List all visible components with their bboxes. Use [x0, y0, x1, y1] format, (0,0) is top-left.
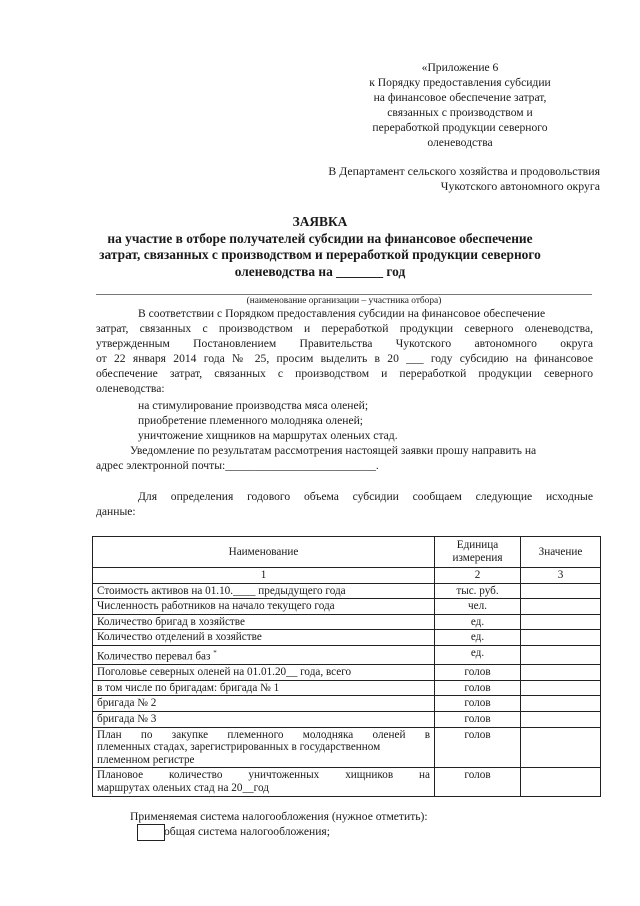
header-name: Наименование	[93, 537, 435, 568]
footnote-mark: *	[213, 648, 217, 657]
appendix-line: связанных с производством и	[387, 106, 533, 119]
row-name-line: маршрутах оленьих стад на 20__год	[97, 782, 269, 795]
document-title	[60, 214, 580, 280]
row-unit: ед.	[435, 614, 521, 630]
title-line: оленеводства на _______ год	[234, 263, 406, 279]
intro-line: В соответствии с Порядком предоставления субсидии на финансовое обеспечение	[138, 307, 546, 320]
row-name: Количество отделений в хозяйстве	[93, 630, 435, 646]
row-name: Поголовье северных оленей на 01.01.20__ года, всего	[93, 665, 435, 681]
table-row	[93, 768, 601, 796]
row-value-cell[interactable]	[521, 665, 601, 681]
row-unit: голов	[435, 680, 521, 696]
purpose-item: приобретение племенного молодняка оленей;	[138, 414, 364, 427]
row-name-line: племенном регистре	[97, 753, 195, 766]
purpose-item: на стимулирование производства мяса оленей;	[138, 399, 369, 412]
addressee-line: В Департамент сельского хозяйства и продовольствия	[328, 164, 600, 178]
table-row	[93, 614, 601, 630]
table-row	[93, 665, 601, 681]
column-number: 2	[435, 568, 521, 584]
intro-line: затрат, связанных с производством и переработкой продукции северного оленеводства,	[96, 322, 593, 335]
notification-email-line[interactable]: адрес электронной почты:__________________________.	[96, 459, 379, 472]
row-value-cell[interactable]	[521, 696, 601, 712]
row-unit: ед.	[435, 645, 521, 664]
table-row	[93, 630, 601, 646]
row-name-cell	[93, 645, 435, 664]
intro-line: обеспечение затрат, связанных с производством и переработкой продукции северного	[96, 367, 593, 380]
row-value-cell[interactable]	[521, 712, 601, 728]
column-number-row	[93, 568, 601, 584]
row-value-cell[interactable]	[521, 599, 601, 615]
appendix-line: «Приложение 6	[421, 61, 499, 74]
title-heading: ЗАЯВКА	[292, 214, 348, 229]
intro-line: оленеводства:	[96, 382, 165, 395]
table-row	[93, 583, 601, 599]
row-name: Стоимость активов на 01.10.____ предыдущего года	[93, 583, 435, 599]
header-value: Значение	[521, 537, 601, 568]
header-unit-line: Единица	[456, 539, 499, 552]
header-unit-line: измерения	[452, 552, 503, 564]
row-name-line: Плановое количество уничтоженных хищников на	[97, 769, 430, 782]
row-unit: тыс. руб.	[435, 583, 521, 599]
appendix-line: к Порядку предоставления субсидии	[369, 76, 551, 89]
intro-line: от 22 января 2014 года № 25, просим выделить в 20 ___ году субсидию на финансовое	[96, 352, 593, 365]
row-value-cell[interactable]	[521, 727, 601, 768]
row-name: в том числе по бригадам: бригада № 1	[93, 680, 435, 696]
row-name-multiline	[93, 727, 435, 768]
row-value-cell[interactable]	[521, 630, 601, 646]
table-row	[93, 712, 601, 728]
organization-caption: (наименование организации – участника отбора)	[246, 296, 442, 306]
row-unit: голов	[435, 712, 521, 728]
general-tax-checkbox[interactable]	[137, 824, 165, 841]
addressee-block	[290, 164, 600, 194]
column-number: 3	[521, 568, 601, 584]
row-unit: голов	[435, 665, 521, 681]
row-value-cell[interactable]	[521, 768, 601, 796]
row-name: бригада № 2	[93, 696, 435, 712]
purpose-item: уничтожение хищников на маршрутах оленьих стад.	[138, 429, 398, 442]
row-unit: голов	[435, 696, 521, 712]
row-name: бригада № 3	[93, 712, 435, 728]
table-row	[93, 645, 601, 664]
table-row	[93, 727, 601, 768]
row-unit: голов	[435, 727, 521, 768]
column-number: 1	[93, 568, 435, 584]
table-header-row	[93, 537, 601, 568]
header-unit	[435, 537, 521, 568]
appendix-line: оленеводства	[427, 136, 493, 149]
table-row	[93, 696, 601, 712]
row-name-line: План по закупке племенного молодняка оленей в	[97, 728, 430, 741]
tax-system-label: Применяемая система налогообложения (нужное отметить):	[130, 810, 428, 823]
row-unit: голов	[435, 768, 521, 796]
appendix-header	[330, 60, 590, 150]
source-data-table	[92, 536, 601, 797]
row-unit: чел.	[435, 599, 521, 615]
row-value-cell[interactable]	[521, 614, 601, 630]
notification-line: Уведомление по результатам рассмотрения настоящей заявки прошу направить на	[130, 444, 537, 457]
addressee-line: Чукотского автономного округа	[440, 179, 600, 193]
row-value-cell[interactable]	[521, 680, 601, 696]
table-row	[93, 680, 601, 696]
row-name-multiline	[93, 768, 435, 796]
intro-line: утвержденным Постановлением Правительства Чукотского автономного округа	[96, 337, 593, 350]
row-name: Количество перевал баз	[97, 650, 211, 663]
general-tax-option-label: общая система налогообложения;	[164, 825, 330, 838]
row-name: Количество бригад в хозяйстве	[93, 614, 435, 630]
row-value-cell[interactable]	[521, 645, 601, 664]
appendix-line: переработкой продукции северного	[372, 121, 548, 134]
data-intro-line: Для определения годового объема субсидии сообщаем следующие исходные	[138, 490, 593, 503]
data-intro-line: данные:	[96, 505, 136, 518]
title-line: на участие в отборе получателей субсидии на финансовое обеспечение	[107, 230, 533, 246]
row-value-cell[interactable]	[521, 583, 601, 599]
row-unit: ед.	[435, 630, 521, 646]
row-name: Численность работников на начало текущего года	[93, 599, 435, 615]
title-line: затрат, связанных с производством и переработкой продукции северного	[99, 247, 541, 262]
table-row	[93, 599, 601, 615]
appendix-line: на финансовое обеспечение затрат,	[373, 91, 547, 104]
organization-name-line[interactable]	[96, 294, 592, 295]
row-name-line: племенных стадах, зарегистрированных в государственном	[97, 741, 381, 754]
